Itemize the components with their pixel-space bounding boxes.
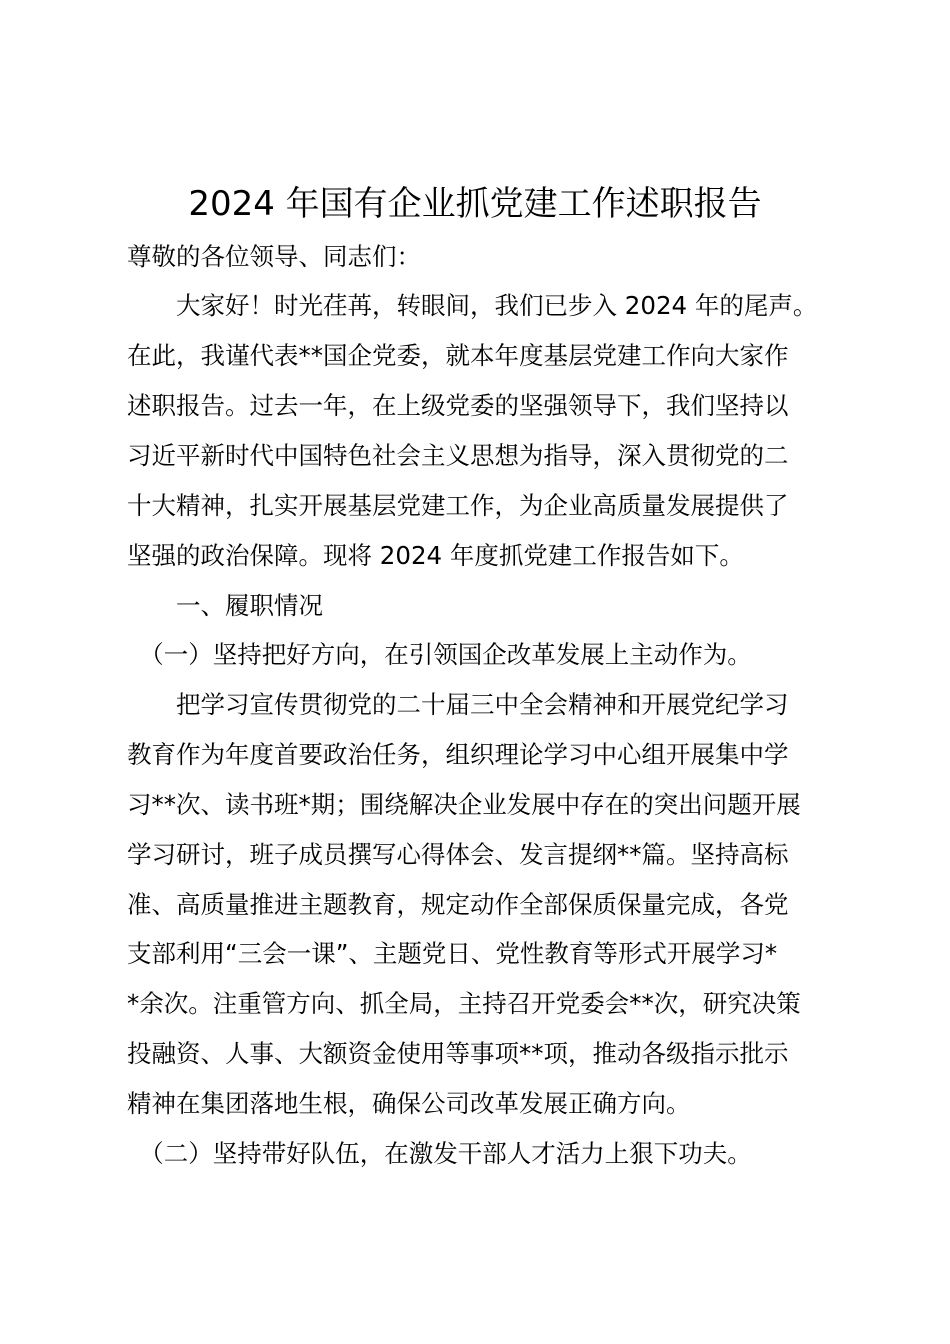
body-line: 学习研讨，班子成员撰写心得体会、发言提纲**篇。坚持高标 (127, 840, 789, 869)
body-line: 十大精神，扎实开展基层党建工作，为企业高质量发展提供了 (127, 491, 789, 520)
body-line: *余次。注重管方向、抓全局，主持召开党委会**次，研究决策 (127, 989, 801, 1018)
body-line: 大家好！时光荏苒，转眼间，我们已步入 2024 年的尾声。 (127, 291, 818, 320)
body-line: 准、高质量推进主题教育，规定动作全部保质保量完成，各党 (127, 890, 789, 919)
body-line: 述职报告。过去一年，在上级党委的坚强领导下，我们坚持以 (127, 391, 789, 420)
body-line: 习近平新时代中国特色社会主义思想为指导，深入贯彻党的二 (127, 441, 789, 470)
subsection-heading: （二）坚持带好队伍，在激发干部人才活力上狠下功夫。 (127, 1139, 752, 1168)
body-line: 在此，我谨代表**国企党委，就本年度基层党建工作向大家作 (127, 341, 789, 370)
body-line: 教育作为年度首要政治任务，组织理论学习中心组开展集中学 (127, 740, 789, 769)
document-title: 2024 年国有企业抓党建工作述职报告 (188, 184, 762, 224)
body-line: 支部利用“三会一课”、主题党日、党性教育等形式开展学习* (127, 939, 778, 968)
body-line: 把学习宣传贯彻党的二十届三中全会精神和开展党纪学习 (127, 690, 789, 719)
section-heading: 一、履职情况 (127, 591, 323, 620)
body-line: 精神在集团落地生根，确保公司改革发展正确方向。 (127, 1089, 691, 1118)
body-line: 坚强的政治保障。现将 2024 年度抓党建工作报告如下。 (127, 541, 744, 570)
subsection-heading: （一）坚持把好方向，在引领国企改革发展上主动作为。 (127, 640, 752, 669)
salutation-line: 尊敬的各位领导、同志们： (127, 242, 421, 271)
body-line: 习**次、读书班*期；围绕解决企业发展中存在的突出问题开展 (127, 790, 801, 819)
body-line: 投融资、人事、大额资金使用等事项**项，推动各级指示批示 (127, 1039, 789, 1068)
